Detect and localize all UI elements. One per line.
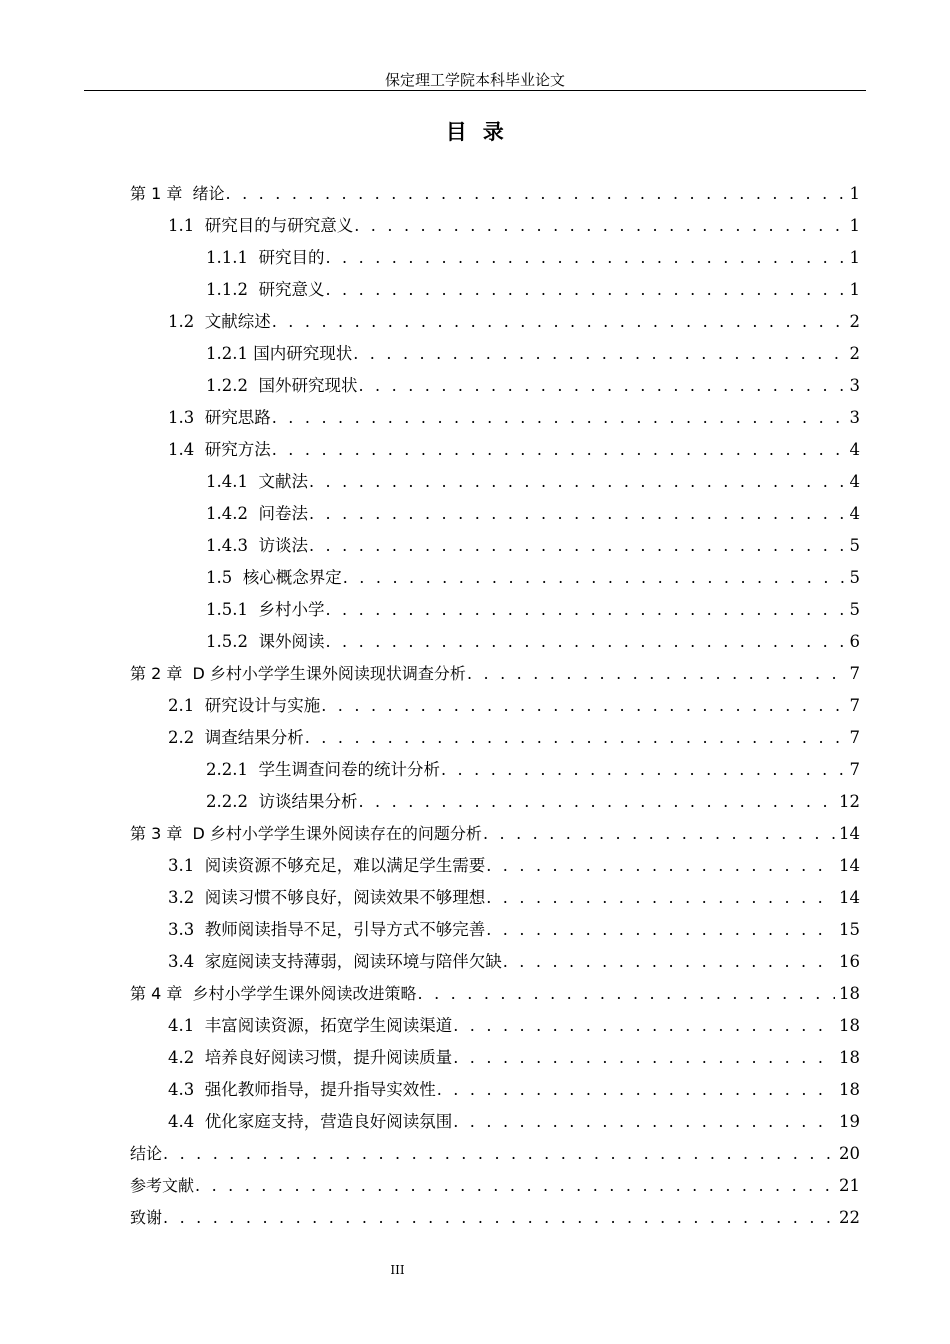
- toc-entry-title: 2.2 调查结果分析: [168, 728, 304, 747]
- toc-entry-page: 7: [849, 696, 860, 715]
- toc-dot-leader: [486, 850, 835, 882]
- toc-entry-page: 7: [849, 664, 860, 683]
- toc-dot-leader: [358, 786, 835, 818]
- toc-dot-leader: [358, 370, 845, 402]
- toc-entry-page: 18: [839, 1080, 860, 1099]
- toc-dot-leader: [486, 882, 835, 914]
- toc-entry-page: 6: [849, 632, 860, 651]
- toc-entry-page: 3: [849, 408, 860, 427]
- toc-dot-leader: [321, 690, 845, 722]
- toc-entry-page: 12: [839, 792, 860, 811]
- toc-entry[interactable]: [130, 594, 860, 626]
- toc-entry-title: 致谢: [130, 1208, 163, 1227]
- toc-entry-title: 3.3 教师阅读指导不足，引导方式不够完善: [168, 920, 486, 939]
- toc-entry[interactable]: [130, 914, 860, 946]
- toc-entry-page: 14: [839, 856, 860, 875]
- toc-dot-leader: [309, 530, 846, 562]
- toc-entry[interactable]: [130, 754, 860, 786]
- toc-entry[interactable]: [130, 658, 860, 690]
- toc-entry[interactable]: [130, 242, 860, 274]
- toc-entry-title: 1.2.2 国外研究现状: [206, 376, 358, 395]
- toc-entry[interactable]: [130, 466, 860, 498]
- toc-entry[interactable]: [130, 210, 860, 242]
- toc-entry[interactable]: [130, 1202, 860, 1234]
- toc-dot-leader: [453, 1042, 835, 1074]
- toc-entry-page: 1: [849, 184, 860, 203]
- toc-entry-title: 1.1.1 研究目的: [206, 248, 325, 267]
- toc-entry-title: 1.4 研究方法: [168, 440, 271, 459]
- toc-entry[interactable]: [130, 498, 860, 530]
- toc-entry[interactable]: [130, 946, 860, 978]
- toc-dot-leader: [226, 178, 846, 210]
- toc-entry-title: 结论: [130, 1144, 163, 1163]
- toc-entry[interactable]: [130, 370, 860, 402]
- toc-entry-page: 14: [839, 888, 860, 907]
- toc-entry-page: 7: [849, 728, 860, 747]
- toc-entry-title: 第 1 章 绪论: [130, 184, 225, 203]
- toc-entry-page: 18: [839, 1016, 860, 1035]
- toc-dot-leader: [325, 594, 845, 626]
- running-header-text: 保定理工学院本科毕业论文: [384, 71, 565, 89]
- toc-entry-page: 20: [839, 1144, 860, 1163]
- toc-entry[interactable]: [130, 1138, 860, 1170]
- toc-entry-page: 1: [849, 216, 860, 235]
- toc-dot-leader: [441, 754, 846, 786]
- toc-dot-leader: [272, 434, 846, 466]
- toc-dot-leader: [325, 274, 845, 306]
- toc-entry-title: 1.4.1 文献法: [206, 472, 308, 491]
- toc-dot-leader: [453, 1010, 835, 1042]
- running-header: [84, 70, 866, 91]
- toc-entry-page: 19: [839, 1112, 860, 1131]
- toc-entry[interactable]: [130, 978, 860, 1010]
- toc-entry-page: 5: [849, 536, 860, 555]
- toc-entry[interactable]: [130, 178, 860, 210]
- toc-dot-leader: [483, 818, 835, 850]
- toc-entry-title: 4.3 强化教师指导，提升指导实效性: [168, 1080, 436, 1099]
- toc-entry[interactable]: [130, 338, 860, 370]
- toc-entry[interactable]: [130, 1106, 860, 1138]
- toc-entry-title: 1.1 研究目的与研究意义: [168, 216, 354, 235]
- page-number: III: [390, 1263, 405, 1277]
- toc-entry[interactable]: [130, 434, 860, 466]
- toc-entry-page: 3: [849, 376, 860, 395]
- toc-dot-leader: [325, 242, 845, 274]
- toc-dot-leader: [309, 498, 846, 530]
- toc-dot-leader: [437, 1074, 835, 1106]
- toc-entry[interactable]: [130, 722, 860, 754]
- toc-entry[interactable]: [130, 850, 860, 882]
- table-of-contents: [130, 178, 860, 1234]
- toc-entry[interactable]: [130, 562, 860, 594]
- toc-entry-title: 1.1.2 研究意义: [206, 280, 325, 299]
- toc-entry-title: 1.5.2 课外阅读: [206, 632, 325, 651]
- toc-entry[interactable]: [130, 1010, 860, 1042]
- toc-dot-leader: [418, 978, 835, 1010]
- toc-entry[interactable]: [130, 786, 860, 818]
- toc-entry-page: 21: [839, 1176, 860, 1195]
- toc-entry-page: 22: [839, 1208, 860, 1227]
- toc-entry-page: 16: [839, 952, 860, 971]
- toc-dot-leader: [343, 562, 846, 594]
- toc-entry-title: 1.5.1 乡村小学: [206, 600, 325, 619]
- toc-entry-title: 参考文献: [130, 1176, 195, 1195]
- toc-entry[interactable]: [130, 402, 860, 434]
- toc-dot-leader: [272, 306, 846, 338]
- toc-dot-leader: [453, 1106, 835, 1138]
- toc-entry[interactable]: [130, 1074, 860, 1106]
- toc-entry[interactable]: [130, 1042, 860, 1074]
- toc-entry-title: 2.2.2 访谈结果分析: [206, 792, 358, 811]
- toc-entry-title: 2.1 研究设计与实施: [168, 696, 321, 715]
- toc-entry-title: 1.3 研究思路: [168, 408, 271, 427]
- toc-entry-title: 4.4 优化家庭支持，营造良好阅读氛围: [168, 1112, 453, 1131]
- toc-dot-leader: [309, 466, 846, 498]
- toc-dot-leader: [272, 402, 846, 434]
- toc-dot-leader: [486, 914, 835, 946]
- toc-dot-leader: [163, 1202, 835, 1234]
- toc-dot-leader: [467, 658, 846, 690]
- toc-entry-page: 14: [839, 824, 860, 843]
- toc-dot-leader: [305, 722, 846, 754]
- toc-dot-leader: [163, 1138, 835, 1170]
- toc-dot-leader: [195, 1170, 835, 1202]
- toc-entry-title: 1.2 文献综述: [168, 312, 271, 331]
- toc-entry-page: 2: [849, 344, 860, 363]
- toc-entry-page: 2: [849, 312, 860, 331]
- toc-entry-page: 5: [849, 600, 860, 619]
- toc-dot-leader: [325, 626, 845, 658]
- toc-entry-page: 18: [839, 1048, 860, 1067]
- toc-entry-page: 7: [849, 760, 860, 779]
- toc-dot-leader: [503, 946, 835, 978]
- toc-entry-title: 2.2.1 学生调查问卷的统计分析: [206, 760, 440, 779]
- toc-entry-page: 1: [849, 248, 860, 267]
- toc-entry-page: 15: [839, 920, 860, 939]
- toc-entry[interactable]: [130, 530, 860, 562]
- toc-entry[interactable]: [130, 1170, 860, 1202]
- toc-entry-title: 第 3 章 D 乡村小学学生课外阅读存在的问题分析: [130, 824, 482, 843]
- toc-entry-title: 第 2 章 D 乡村小学学生课外阅读现状调查分析: [130, 664, 466, 683]
- toc-dot-leader: [354, 210, 845, 242]
- toc-entry-page: 5: [849, 568, 860, 587]
- toc-entry-title: 1.2.1 国内研究现状: [206, 344, 353, 363]
- toc-title: 目 录: [445, 120, 505, 144]
- toc-entry-page: 1: [849, 280, 860, 299]
- toc-entry-page: 4: [849, 440, 860, 459]
- toc-entry-page: 4: [849, 504, 860, 523]
- toc-dot-leader: [353, 338, 845, 370]
- toc-entry-title: 1.4.2 问卷法: [206, 504, 308, 523]
- toc-entry[interactable]: [130, 626, 860, 658]
- toc-entry-title: 第 4 章 乡村小学学生课外阅读改进策略: [130, 984, 417, 1003]
- toc-entry-title: 4.1 丰富阅读资源，拓宽学生阅读渠道: [168, 1016, 453, 1035]
- toc-entry[interactable]: [130, 690, 860, 722]
- toc-entry[interactable]: [130, 818, 860, 850]
- toc-entry-title: 1.5 核心概念界定: [206, 568, 342, 587]
- toc-entry-title: 3.2 阅读习惯不够良好，阅读效果不够理想: [168, 888, 486, 907]
- toc-entry-title: 3.1 阅读资源不够充足，难以满足学生需要: [168, 856, 486, 875]
- toc-entry-page: 18: [839, 984, 860, 1003]
- toc-entry[interactable]: [130, 274, 860, 306]
- toc-entry-page: 4: [849, 472, 860, 491]
- toc-entry[interactable]: [130, 306, 860, 338]
- toc-entry[interactable]: [130, 882, 860, 914]
- toc-entry-title: 4.2 培养良好阅读习惯，提升阅读质量: [168, 1048, 453, 1067]
- toc-entry-title: 1.4.3 访谈法: [206, 536, 308, 555]
- toc-entry-title: 3.4 家庭阅读支持薄弱，阅读环境与陪伴欠缺: [168, 952, 502, 971]
